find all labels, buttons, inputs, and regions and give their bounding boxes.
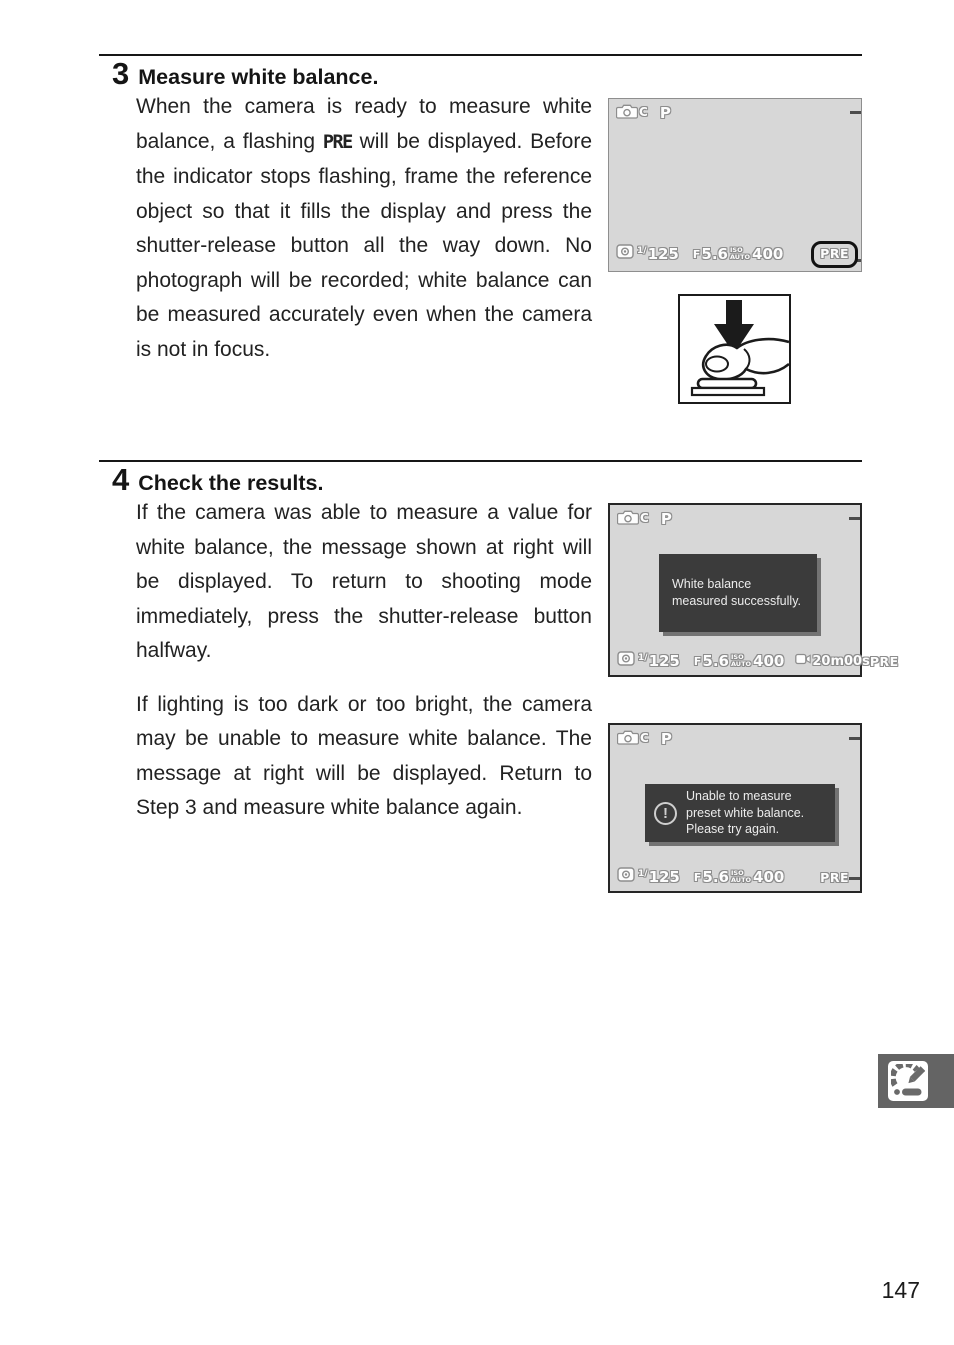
step-3-body — [136, 90, 592, 367]
error-message-lines — [686, 788, 804, 838]
shutter-speed: 125 — [648, 868, 680, 886]
step-4-number: 4 — [112, 462, 130, 497]
shutter-button — [698, 379, 756, 388]
aperture-value: 5.6 — [701, 245, 728, 263]
step-3-heading — [112, 58, 612, 90]
mode-letter-c: C — [640, 511, 649, 525]
lcd-status-bar — [617, 651, 899, 671]
lcd-mode-indicators — [617, 730, 672, 750]
aperture-prefix: F — [693, 870, 702, 884]
warning-icon: ! — [654, 802, 677, 825]
pre-indicator: PRE — [869, 653, 899, 669]
shutter-fraction-prefix: 1/ — [638, 869, 648, 879]
aperture-value: 5.6 — [702, 868, 729, 886]
mode-letter-p: P — [659, 104, 671, 122]
iso-value: 400 — [753, 652, 785, 670]
error-message-line-3: Please try again. — [686, 822, 780, 837]
error-message-box — [645, 784, 835, 842]
camera-mode-icon — [616, 104, 638, 124]
success-message-line-1: White balance — [672, 577, 752, 591]
pre-indicator: PRE — [820, 246, 849, 261]
metering-icon — [617, 867, 635, 887]
success-message-line-2: measured successfully. — [672, 594, 801, 608]
step-4-paragraph-2: If lighting is too dark or too bright, the camera may be unable to measure white balance. The message at right will be displayed. Return to Step 3 and measure white balance again. — [136, 692, 592, 819]
chapter-tab — [878, 1054, 954, 1108]
mode-letter-c: C — [640, 731, 649, 745]
shutter-fraction-prefix: 1/ — [637, 246, 647, 256]
camera-display-shooting — [608, 98, 862, 272]
step-3-number: 3 — [112, 56, 130, 91]
section-divider-top — [99, 54, 862, 56]
iso-auto-icon: ISO AUTO — [730, 653, 752, 668]
page-number: 147 — [881, 1277, 920, 1303]
shutter-speed: 125 — [648, 652, 680, 670]
movie-time-remaining — [795, 652, 869, 670]
section-divider-middle — [99, 460, 862, 462]
mode-letter-p: P — [660, 510, 672, 528]
shutter-press-drawing — [680, 296, 789, 402]
mode-letter-p: P — [660, 730, 672, 748]
aperture-prefix: F — [692, 247, 701, 261]
camera-mode-icon — [617, 510, 639, 530]
step-3-body-after-pre: will be displayed. Before the indicator stops flashing, frame the reference object so that it fills the display and press the shutter-release button all the way down. No photograph will be recorded; white balance can be measured accurately even when the camera is not in focus. — [136, 129, 592, 361]
metering-icon — [617, 651, 635, 671]
iso-value: 400 — [752, 245, 784, 263]
pre-indicator-highlight — [811, 241, 858, 268]
lcd-status-bar — [617, 867, 855, 887]
lcd-mode-indicators — [616, 104, 671, 124]
shutter-button-base — [692, 388, 764, 395]
error-message-line-1: Unable to measure — [686, 789, 792, 804]
shutter-press-illustration — [678, 294, 791, 404]
iso-auto-icon: ISO AUTO — [730, 869, 752, 884]
movie-time-icon — [795, 652, 811, 670]
shutter-speed: 125 — [647, 245, 679, 263]
step-4-paragraph-1: If the camera was able to measure a value for white balance, the message shown at right will be displayed. To return to shooting mode immediately, press the shutter-release button halfway. — [136, 501, 592, 662]
error-message-line-2: preset white balance. — [686, 805, 805, 820]
aperture-prefix: F — [693, 654, 702, 668]
step-3-body-before-pre: When the camera is ready to measure white balance, a flashing — [136, 95, 592, 153]
step-4-heading — [112, 464, 612, 496]
step-4-title: Check the results. — [138, 471, 324, 495]
pre-indicator: PRE — [820, 869, 849, 885]
dial-and-pencil-icon — [891, 1064, 925, 1098]
shutter-fraction-prefix: 1/ — [638, 653, 648, 663]
lcd-mode-indicators — [617, 510, 672, 530]
pre-indicator-inline: PRE — [322, 131, 352, 153]
iso-auto-icon: ISO AUTO — [729, 246, 751, 261]
step-4-section — [112, 464, 612, 826]
lcd-edge-mark-top — [850, 111, 861, 114]
iso-value: 400 — [753, 868, 785, 886]
step-3-title: Measure white balance. — [138, 65, 379, 89]
camera-mode-icon — [617, 730, 639, 750]
success-message-box — [659, 554, 817, 632]
camera-display-success — [608, 503, 899, 677]
aperture-value: 5.6 — [702, 652, 729, 670]
lcd-status-bar — [616, 241, 856, 267]
lcd-edge-mark-top — [849, 737, 860, 740]
lcd-edge-mark-top — [849, 517, 860, 520]
camera-display-error — [608, 723, 862, 893]
mode-letter-c: C — [639, 105, 648, 119]
metering-icon — [616, 244, 634, 264]
step-3-section — [112, 58, 612, 367]
time-remaining-value: 20m00s — [812, 653, 870, 669]
chapter-tab-chip — [888, 1061, 928, 1101]
finger-outline — [703, 339, 789, 379]
